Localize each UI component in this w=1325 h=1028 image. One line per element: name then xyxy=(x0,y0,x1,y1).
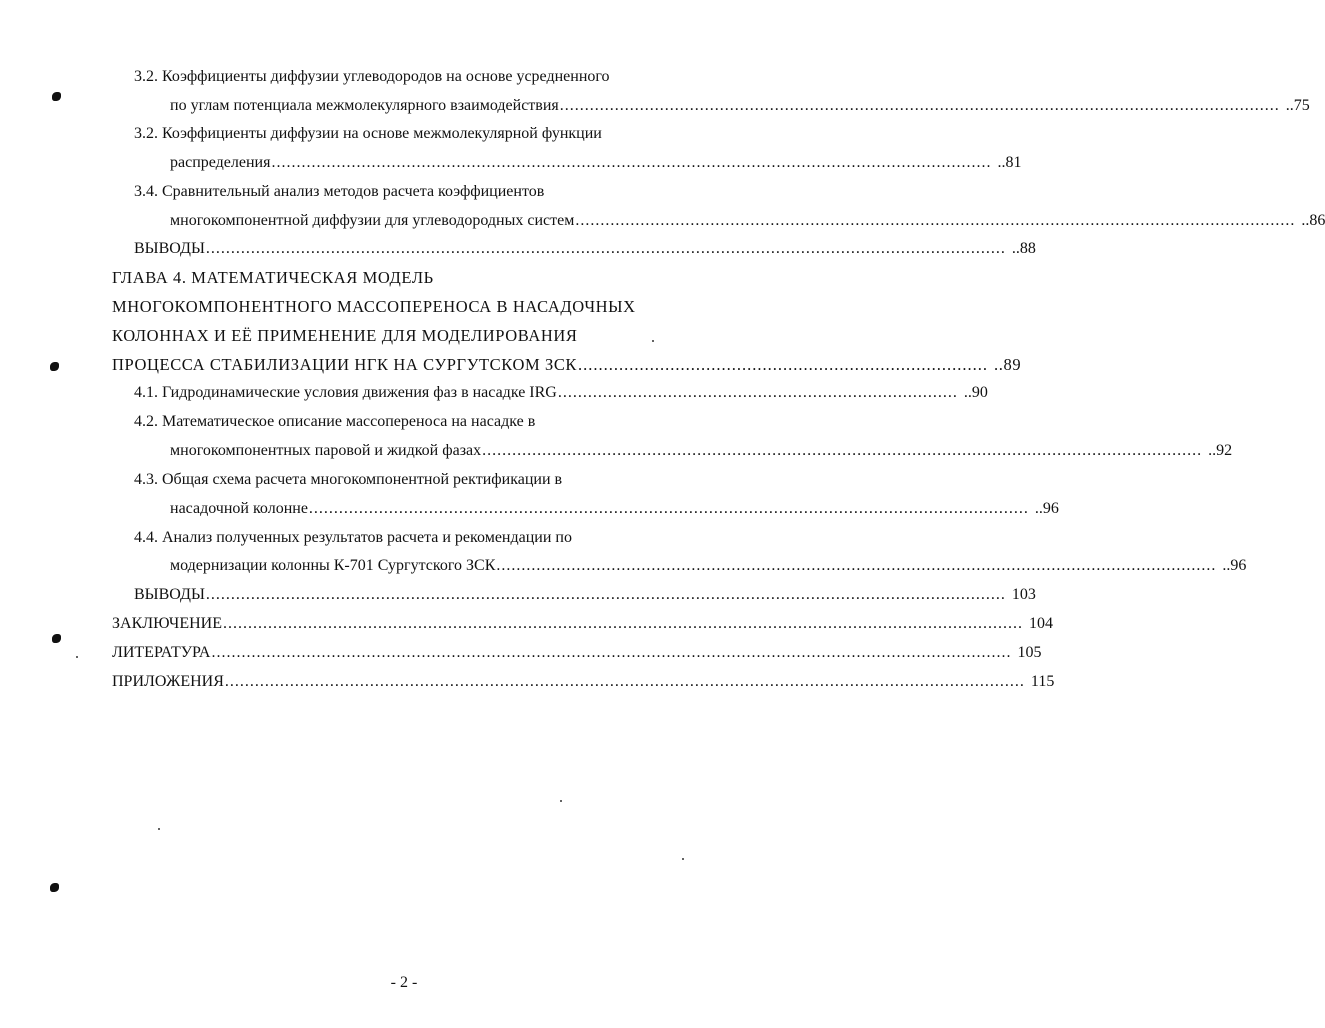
toc-page-number: ..81 xyxy=(997,154,1022,171)
toc-entry-4-4-line2 xyxy=(170,554,1247,578)
toc-entry-text: распределения xyxy=(170,154,271,171)
toc-entry-3-4-line2 xyxy=(170,209,1325,233)
toc-entry-conclusions-ch4 xyxy=(134,583,1036,607)
page-number: - 2 - xyxy=(390,974,418,991)
toc-entry-3-2a-line2 xyxy=(170,94,1310,118)
toc-entry-4-1 xyxy=(134,381,988,405)
toc-page-number: ..92 xyxy=(1208,442,1233,459)
toc-entry-4-4-line1 xyxy=(134,526,572,550)
toc-page-number: 105 xyxy=(1017,644,1042,661)
toc-leader-dots: ................................................................................................................................................................ xyxy=(211,644,1012,661)
toc-entry-4-3-line1 xyxy=(134,468,562,492)
toc-leader-dots: ................................................................................................................................................ xyxy=(575,212,1296,229)
toc-entry-conclusions-ch3 xyxy=(134,237,1036,261)
toc-entry-appendices xyxy=(112,670,1055,694)
toc-entry-text: КОЛОННАХ И ЕЁ ПРИМЕНЕНИЕ ДЛЯ МОДЕЛИРОВАНИЯ xyxy=(112,326,578,345)
toc-entry-text: ВЫВОДЫ xyxy=(134,586,205,603)
toc-page-number: 115 xyxy=(1030,673,1055,690)
toc-entry-text: модернизации колонны К-701 Сургутского ЗСК xyxy=(170,557,496,574)
toc-leader-dots: ................................................................................................................................................ xyxy=(482,442,1203,459)
toc-leader-dots: ................................................................................................................................................ xyxy=(271,154,992,171)
toc-entry-text: МНОГОКОМПОНЕНТНОГО МАССОПЕРЕНОСА В НАСАДОЧНЫХ xyxy=(112,297,636,316)
toc-page-number: ..89 xyxy=(994,355,1022,374)
toc-entry-3-4-line1 xyxy=(134,180,544,204)
toc-leader-dots: ................................................................................ xyxy=(578,355,989,374)
scan-speck xyxy=(158,828,160,830)
toc-leader-dots: ................................................................................................................................................................ xyxy=(224,673,1025,690)
toc-leader-dots: ................................................................................................................................................................ xyxy=(222,615,1023,632)
toc-entry-text: по углам потенциала межмолекулярного взаимодействия xyxy=(170,97,559,114)
toc-leader-dots: ................................................................................ xyxy=(557,384,958,401)
toc-page-number: ..96 xyxy=(1034,500,1059,517)
toc-entry-text: 4.2. Математическое описание массопереноса на насадке в xyxy=(134,413,536,430)
binder-mark-icon xyxy=(50,883,59,892)
binder-mark-icon xyxy=(52,92,61,101)
toc-entry-text: многокомпонентной диффузии для углеводородных систем xyxy=(170,212,575,229)
toc-page-number: ..88 xyxy=(1011,240,1036,257)
toc-entry-text: ПРИЛОЖЕНИЯ xyxy=(112,673,224,690)
toc-leader-dots: ................................................................................................................................................................ xyxy=(205,240,1006,257)
toc-page-number: 104 xyxy=(1028,615,1053,632)
toc-chapter4-line4 xyxy=(112,353,1022,377)
toc-chapter4-line2 xyxy=(112,295,636,319)
toc-entry-4-3-line2 xyxy=(170,497,1059,521)
toc-page-number: ..90 xyxy=(963,384,988,401)
toc-leader-dots: ................................................................................................................................................................ xyxy=(205,586,1006,603)
scan-speck xyxy=(560,800,562,802)
toc-entry-text: 3.2. Коэффициенты диффузии углеводородов на основе усредненного xyxy=(134,68,610,85)
toc-leader-dots: ................................................................................................................................................ xyxy=(308,500,1029,517)
toc-page-number: ..96 xyxy=(1222,557,1247,574)
scan-speck xyxy=(682,858,684,860)
toc-page-number: ..86 xyxy=(1301,212,1325,229)
toc-entry-text: 3.2. Коэффициенты диффузии на основе межмолекулярной функции xyxy=(134,125,602,142)
toc-entry-4-2-line1 xyxy=(134,410,535,434)
toc-entry-text: многокомпонентных паровой и жидкой фазах xyxy=(170,442,482,459)
binder-mark-icon xyxy=(52,634,61,643)
toc-entry-text: 4.3. Общая схема расчета многокомпонентной ректификации в xyxy=(134,471,563,488)
toc-entry-text: ВЫВОДЫ xyxy=(134,240,205,257)
toc-page-number: 103 xyxy=(1011,586,1036,603)
toc-entry-4-2-line2 xyxy=(170,439,1233,463)
toc-entry-text: насадочной колонне xyxy=(170,500,308,517)
binder-mark-icon xyxy=(50,362,59,371)
toc-chapter4-line3 xyxy=(112,324,577,348)
toc-entry-text: 4.4. Анализ полученных результатов расчета и рекомендации по xyxy=(134,529,572,546)
toc-entry-text: 3.4. Сравнительный анализ методов расчета коэффициентов xyxy=(134,183,545,200)
toc-entry-literature xyxy=(112,641,1042,665)
toc-chapter4-line1 xyxy=(112,266,434,290)
scan-speck xyxy=(76,656,78,658)
scan-speck xyxy=(652,340,654,342)
toc-page-number: ..75 xyxy=(1285,97,1310,114)
toc-entry-conclusion xyxy=(112,612,1053,636)
toc-entry-text: 4.1. Гидродинамические условия движения фаз в насадке IRG xyxy=(134,384,557,401)
toc-entry-text: ГЛАВА 4. МАТЕМАТИЧЕСКАЯ МОДЕЛЬ xyxy=(112,268,434,287)
toc-entry-text: ЛИТЕРАТУРА xyxy=(112,644,211,661)
toc-entry-3-2b-line2 xyxy=(170,151,1022,175)
toc-leader-dots: ................................................................................................................................................ xyxy=(496,557,1217,574)
toc-entry-text: ПРОЦЕССА СТАБИЛИЗАЦИИ НГК НА СУРГУТСКОМ ЗСК xyxy=(112,355,578,374)
toc-entry-3-2a-line1 xyxy=(134,65,610,89)
toc-entry-3-2b-line1 xyxy=(134,122,602,146)
toc-leader-dots: ................................................................................................................................................ xyxy=(559,97,1280,114)
toc-entry-text: ЗАКЛЮЧЕНИЕ xyxy=(112,615,222,632)
